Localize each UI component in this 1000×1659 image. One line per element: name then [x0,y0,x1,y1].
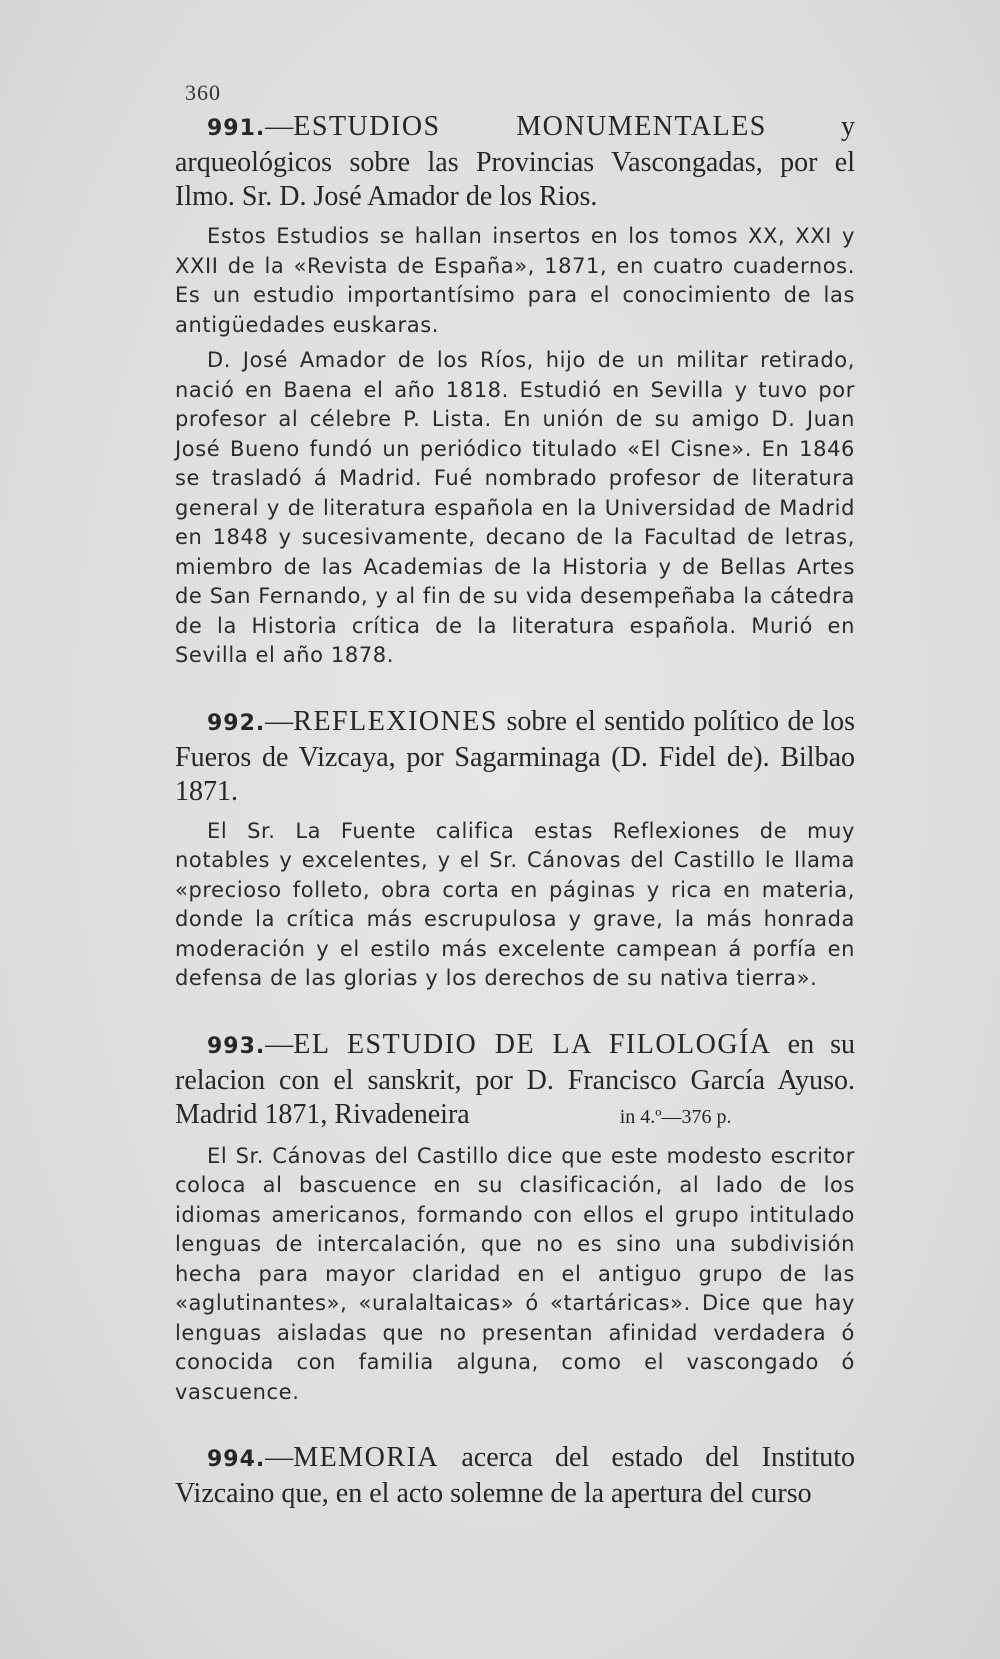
entry-paragraph: El Sr. La Fuente califica estas Reflexiones de muy notables y excelentes, y el Sr. Cánovas del Castillo le llama «precioso folleto, obra corta en páginas y rica en materia, donde la crítica más escrupulosa y grave, la más honrada moderación y el estilo más excelente campean á porfía en defensa de las glorias y los derechos de su nativa tierra». [175,818,855,990]
entry-number: 994. [207,1447,266,1472]
entry-heading [175,1028,855,1134]
entry-imprint: in 4.º—376 p. [619,1105,732,1128]
entry-dash: — [265,111,294,142]
entry-992 [175,705,855,994]
entry-number: 993. [207,1033,266,1059]
entry-dash: — [265,1442,294,1473]
page-number: 360 [185,80,221,105]
entry-subtitle: y arqueológicos sobre las Provincias Vascongadas, por el Ilmo. Sr. D. José Amador de los Rios. [175,111,856,212]
entry-number: 992. [207,710,266,736]
entry-991 [175,110,855,671]
entry-paragraph: D. José Amador de los Ríos, hijo de un militar retirado, nació en Baena el año 1818. Estudió en Sevilla y tuvo por profesor al célebre P. Lista. En unión de su amigo D. Juan José Bueno fundó un periódico titulado «El Cisne». En 1846 se trasladó á Madrid. Fué nombrado profesor de literatura general y de literatura española en la Universidad de Madrid en 1848 y sucesivamente, decano de la Facultad de letras, miembro de las Academias de la Historia y de Bellas Artes de San Fernando, y al fin de su vida desempeñaba la cátedra de la Historia crítica de la literatura española. Murió en Sevilla el año 1878. [175,348,855,667]
entry-paragraph: El Sr. Cánovas del Castillo dice que este modesto escritor coloca al bascuence en su clasificación, al lado de los idiomas americanos, formando con ellos el grupo intitulado lenguas de intercalación, que no es sino una subdivisión hecha para mayor claridad en el antiguo grupo de las «aglutinantes», «uralaltaicas» ó «tartáricas». Dice que hay lenguas aisladas que no presentan afinidad verdadera ó conocida con familia alguna, como el vascongado ó vascuence. [175,1143,855,1404]
entry-993 [175,1028,855,1408]
entry-dash: — [265,1028,294,1060]
entry-title: EL ESTUDIO DE LA FILOLOGÍA [293,1028,772,1060]
entry-subtitle: en su relacion con el sanskrit, por D. Francisco García Ayuso. Madrid 1871, Rivadeneira [175,1028,855,1130]
entry-heading [175,705,855,809]
entry-subtitle: sobre el sentido político de los Fueros de Vizcaya, por Sagarminaga (D. Fidel de). Bilbao 1871. [175,705,855,807]
entry-subtitle: acerca del estado del Instituto Vizcaino que, en el acto solemne de la apertura del curso [175,1442,855,1509]
entry-paragraph: Estos Estudios se hallan insertos en los tomos XX, XXI y XXII de la «Revista de España», 1871, en cuatro cuadernos. Es un estudio importantísimo para el conocimiento de las antigüedades euskaras. [175,224,855,337]
entry-title: REFLEXIONES [293,705,499,737]
entry-title: ESTUDIOS MONUMENTALES [293,111,767,142]
entry-heading [175,110,855,214]
entry-title: MEMORIA [293,1442,440,1473]
entry-dash: — [265,705,294,737]
page-content [175,80,855,1545]
entry-heading [175,1441,855,1511]
entry-994 [175,1441,855,1511]
entry-number: 991. [207,116,266,141]
